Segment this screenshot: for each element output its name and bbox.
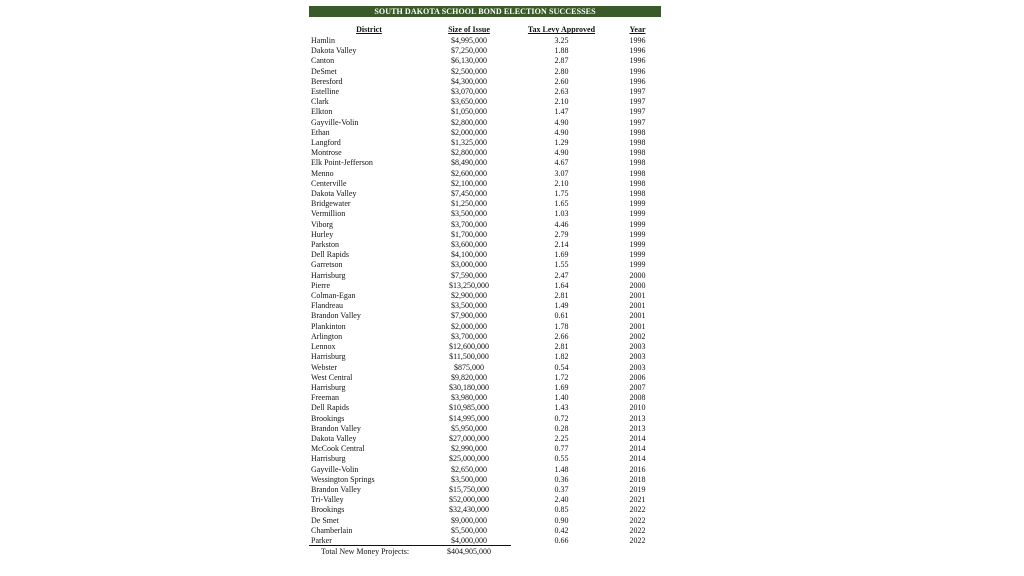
cell-size-of-issue: $875,000 xyxy=(454,362,484,372)
cell-size-of-issue: $2,000,000 xyxy=(451,321,487,331)
table-row xyxy=(309,505,661,515)
cell-district: Parkston xyxy=(311,240,339,250)
table-row xyxy=(309,220,661,230)
table-row xyxy=(309,414,661,424)
cell-size-of-issue: $10,985,000 xyxy=(449,403,489,413)
table-row xyxy=(309,352,661,362)
cell-district: McCook Central xyxy=(311,444,365,454)
table-row xyxy=(309,179,661,189)
cell-tax-levy: 1.03 xyxy=(554,209,569,219)
table-row xyxy=(309,454,661,464)
cell-year: 1999 xyxy=(629,260,646,270)
cell-district: Dakota Valley xyxy=(311,46,357,56)
table-row xyxy=(309,393,661,403)
cell-year: 2022 xyxy=(629,515,646,525)
table-row xyxy=(309,250,661,260)
cell-district: Gayville-Volin xyxy=(311,117,359,127)
cell-size-of-issue: $3,070,000 xyxy=(451,87,487,97)
cell-year: 1998 xyxy=(629,148,646,158)
table-row xyxy=(309,138,661,148)
cell-year: 1998 xyxy=(629,189,646,199)
header-size-of-issue: Size of Issue xyxy=(448,25,490,35)
cell-tax-levy: 0.90 xyxy=(554,515,569,525)
table-row xyxy=(309,383,661,393)
cell-district: Brandon Valley xyxy=(311,423,361,433)
cell-district: Brookings xyxy=(311,505,345,515)
table-row xyxy=(309,271,661,281)
table-row xyxy=(309,240,661,250)
table-row xyxy=(309,67,661,77)
cell-year: 2007 xyxy=(629,382,646,392)
cell-tax-levy: 3.07 xyxy=(554,168,569,178)
cell-year: 2003 xyxy=(629,362,646,372)
cell-tax-levy: 0.28 xyxy=(554,423,569,433)
cell-size-of-issue: $8,490,000 xyxy=(451,158,487,168)
table-row xyxy=(309,291,661,301)
cell-district: Brookings xyxy=(311,413,345,423)
cell-tax-levy: 0.42 xyxy=(554,525,569,535)
cell-year: 2013 xyxy=(629,423,646,433)
cell-size-of-issue: $3,700,000 xyxy=(451,331,487,341)
cell-size-of-issue: $25,000,000 xyxy=(449,454,489,464)
table-row xyxy=(309,322,661,332)
cell-year: 2008 xyxy=(629,393,646,403)
cell-size-of-issue: $14,995,000 xyxy=(449,413,489,423)
table-row xyxy=(309,199,661,209)
cell-size-of-issue: $1,250,000 xyxy=(451,199,487,209)
table-row xyxy=(309,495,661,505)
cell-year: 1997 xyxy=(629,117,646,127)
cell-year: 2014 xyxy=(629,454,646,464)
cell-tax-levy: 2.79 xyxy=(554,229,569,239)
cell-size-of-issue: $27,000,000 xyxy=(449,433,489,443)
total-divider xyxy=(309,545,511,546)
cell-district: West Central xyxy=(311,372,353,382)
cell-size-of-issue: $4,100,000 xyxy=(451,250,487,260)
cell-tax-levy: 2.63 xyxy=(554,87,569,97)
cell-tax-levy: 2.25 xyxy=(554,433,569,443)
cell-district: Hamlin xyxy=(311,36,335,45)
table-row xyxy=(309,46,661,56)
cell-size-of-issue: $2,800,000 xyxy=(451,148,487,158)
cell-year: 1998 xyxy=(629,168,646,178)
cell-year: 1999 xyxy=(629,199,646,209)
cell-tax-levy: 0.85 xyxy=(554,505,569,515)
cell-district: Dakota Valley xyxy=(311,433,357,443)
table-row xyxy=(309,516,661,526)
cell-tax-levy: 1.43 xyxy=(554,403,569,413)
cell-district: Clark xyxy=(311,97,329,107)
header-year: Year xyxy=(629,25,646,35)
table-row xyxy=(309,77,661,87)
cell-district: Estelline xyxy=(311,87,339,97)
cell-size-of-issue: $52,000,000 xyxy=(449,495,489,505)
cell-district: Dell Rapids xyxy=(311,250,349,260)
cell-year: 1999 xyxy=(629,209,646,219)
cell-year: 1997 xyxy=(629,107,646,117)
cell-district: Harrisburg xyxy=(311,454,346,464)
cell-tax-levy: 2.47 xyxy=(554,270,569,280)
cell-size-of-issue: $12,600,000 xyxy=(449,342,489,352)
cell-year: 2001 xyxy=(629,301,646,311)
cell-year: 1999 xyxy=(629,219,646,229)
cell-district: Flandreau xyxy=(311,301,343,311)
cell-size-of-issue: $4,995,000 xyxy=(451,36,487,45)
cell-tax-levy: 1.55 xyxy=(554,260,569,270)
table-row xyxy=(309,434,661,444)
cell-tax-levy: 1.65 xyxy=(554,199,569,209)
cell-tax-levy: 0.54 xyxy=(554,362,569,372)
total-row xyxy=(309,546,661,557)
cell-year: 2003 xyxy=(629,342,646,352)
bond-table-sheet xyxy=(309,6,661,557)
cell-size-of-issue: $11,500,000 xyxy=(449,352,489,362)
cell-size-of-issue: $2,100,000 xyxy=(451,178,487,188)
header-tax-levy: Tax Levy Approved xyxy=(527,25,596,35)
cell-district: Bridgewater xyxy=(311,199,351,209)
cell-district: Brandon Valley xyxy=(311,311,361,321)
cell-tax-levy: 4.90 xyxy=(554,148,569,158)
cell-size-of-issue: $3,700,000 xyxy=(451,219,487,229)
cell-district: Centerville xyxy=(311,178,347,188)
cell-year: 2003 xyxy=(629,352,646,362)
cell-year: 1998 xyxy=(629,127,646,137)
cell-year: 2002 xyxy=(629,331,646,341)
cell-year: 2021 xyxy=(629,495,646,505)
cell-tax-levy: 1.69 xyxy=(554,382,569,392)
cell-district: Colman-Egan xyxy=(311,291,356,301)
cell-size-of-issue: $2,650,000 xyxy=(451,464,487,474)
cell-tax-levy: 2.10 xyxy=(554,97,569,107)
cell-district: Garretson xyxy=(311,260,343,270)
cell-size-of-issue: $1,700,000 xyxy=(451,229,487,239)
cell-tax-levy: 4.90 xyxy=(554,127,569,137)
cell-tax-levy: 0.61 xyxy=(554,311,569,321)
cell-tax-levy: 0.66 xyxy=(554,535,569,545)
cell-year: 2016 xyxy=(629,464,646,474)
cell-tax-levy: 3.25 xyxy=(554,36,569,45)
cell-district: Plankinton xyxy=(311,321,346,331)
table-row xyxy=(309,526,661,536)
cell-year: 2006 xyxy=(629,372,646,382)
cell-tax-levy: 1.78 xyxy=(554,321,569,331)
cell-tax-levy: 2.81 xyxy=(554,291,569,301)
cell-district: Tri-Valley xyxy=(311,495,344,505)
cell-district: Beresford xyxy=(311,76,343,86)
cell-district: Langford xyxy=(311,138,341,148)
table-title: SOUTH DAKOTA SCHOOL BOND ELECTION SUCCESSES xyxy=(309,6,661,17)
total-label: Total New Money Projects: xyxy=(321,547,410,557)
table-row xyxy=(309,485,661,495)
table-row xyxy=(309,97,661,107)
cell-district: Arlington xyxy=(311,331,343,341)
cell-year: 1998 xyxy=(629,158,646,168)
cell-year: 1996 xyxy=(629,56,646,66)
cell-size-of-issue: $2,000,000 xyxy=(451,127,487,137)
table-row xyxy=(309,230,661,240)
table-row xyxy=(309,301,661,311)
cell-district: Dakota Valley xyxy=(311,189,357,199)
cell-tax-levy: 1.64 xyxy=(554,280,569,290)
cell-district: Brandon Valley xyxy=(311,484,361,494)
cell-tax-levy: 4.90 xyxy=(554,117,569,127)
cell-size-of-issue: $7,450,000 xyxy=(451,189,487,199)
table-row xyxy=(309,373,661,383)
cell-size-of-issue: $3,650,000 xyxy=(451,97,487,107)
table-row xyxy=(309,87,661,97)
cell-tax-levy: 4.46 xyxy=(554,219,569,229)
cell-tax-levy: 1.72 xyxy=(554,372,569,382)
cell-size-of-issue: $3,500,000 xyxy=(451,301,487,311)
cell-size-of-issue: $2,500,000 xyxy=(451,66,487,76)
cell-size-of-issue: $9,000,000 xyxy=(451,515,487,525)
cell-size-of-issue: $2,800,000 xyxy=(451,117,487,127)
cell-district: Wessington Springs xyxy=(311,474,375,484)
cell-size-of-issue: $13,250,000 xyxy=(449,280,489,290)
cell-year: 2014 xyxy=(629,433,646,443)
cell-size-of-issue: $2,900,000 xyxy=(451,291,487,301)
cell-year: 2022 xyxy=(629,525,646,535)
total-value: $404,905,000 xyxy=(447,547,491,557)
cell-district: Dell Rapids xyxy=(311,403,349,413)
cell-size-of-issue: $1,325,000 xyxy=(451,138,487,148)
cell-district: Elkton xyxy=(311,107,333,117)
cell-district: Harrisburg xyxy=(311,352,346,362)
cell-district: Lennox xyxy=(311,342,336,352)
cell-tax-levy: 1.69 xyxy=(554,250,569,260)
cell-year: 2001 xyxy=(629,311,646,321)
cell-year: 1999 xyxy=(629,229,646,239)
table-row xyxy=(309,424,661,434)
header-row xyxy=(309,25,661,36)
cell-tax-levy: 2.80 xyxy=(554,66,569,76)
cell-size-of-issue: $7,250,000 xyxy=(451,46,487,56)
cell-tax-levy: 1.47 xyxy=(554,107,569,117)
cell-year: 2022 xyxy=(629,505,646,515)
cell-tax-levy: 0.77 xyxy=(554,444,569,454)
cell-tax-levy: 2.81 xyxy=(554,342,569,352)
cell-size-of-issue: $32,430,000 xyxy=(449,505,489,515)
table-row xyxy=(309,36,661,46)
cell-size-of-issue: $30,180,000 xyxy=(449,382,489,392)
cell-tax-levy: 1.82 xyxy=(554,352,569,362)
cell-year: 1996 xyxy=(629,76,646,86)
cell-tax-levy: 0.37 xyxy=(554,484,569,494)
cell-district: Canton xyxy=(311,56,335,66)
cell-tax-levy: 2.66 xyxy=(554,331,569,341)
table-row xyxy=(309,281,661,291)
cell-district: DeSmet xyxy=(311,66,337,76)
table-row xyxy=(309,56,661,66)
table-row xyxy=(309,332,661,342)
cell-size-of-issue: $3,600,000 xyxy=(451,240,487,250)
cell-district: Elk Point-Jefferson xyxy=(311,158,373,168)
cell-year: 1998 xyxy=(629,178,646,188)
cell-size-of-issue: $4,300,000 xyxy=(451,76,487,86)
cell-tax-levy: 1.40 xyxy=(554,393,569,403)
cell-year: 1996 xyxy=(629,46,646,56)
cell-district: Vermillion xyxy=(311,209,346,219)
cell-year: 1996 xyxy=(629,66,646,76)
cell-district: Chamberlain xyxy=(311,525,353,535)
cell-size-of-issue: $2,600,000 xyxy=(451,168,487,178)
table-row xyxy=(309,342,661,352)
cell-year: 2019 xyxy=(629,484,646,494)
cell-year: 2010 xyxy=(629,403,646,413)
cell-tax-levy: 2.87 xyxy=(554,56,569,66)
cell-year: 2022 xyxy=(629,535,646,545)
cell-year: 2001 xyxy=(629,321,646,331)
cell-district: Harrisburg xyxy=(311,270,346,280)
table-row xyxy=(309,128,661,138)
cell-tax-levy: 2.14 xyxy=(554,240,569,250)
cell-district: Webster xyxy=(311,362,338,372)
cell-tax-levy: 2.60 xyxy=(554,76,569,86)
table-row xyxy=(309,475,661,485)
cell-size-of-issue: $3,500,000 xyxy=(451,209,487,219)
cell-year: 1997 xyxy=(629,87,646,97)
cell-district: Montrose xyxy=(311,148,342,158)
cell-size-of-issue: $7,900,000 xyxy=(451,311,487,321)
cell-size-of-issue: $3,980,000 xyxy=(451,393,487,403)
cell-tax-levy: 0.36 xyxy=(554,474,569,484)
cell-year: 2000 xyxy=(629,270,646,280)
cell-size-of-issue: $3,000,000 xyxy=(451,260,487,270)
cell-district: Gayville-Volin xyxy=(311,464,359,474)
cell-district: De Smet xyxy=(311,515,339,525)
cell-year: 1999 xyxy=(629,250,646,260)
table-row xyxy=(309,403,661,413)
table-row xyxy=(309,260,661,270)
cell-size-of-issue: $3,500,000 xyxy=(451,474,487,484)
cell-year: 1996 xyxy=(629,36,646,45)
cell-district: Pierre xyxy=(311,280,331,290)
table-row xyxy=(309,209,661,219)
cell-year: 2014 xyxy=(629,444,646,454)
cell-size-of-issue: $1,050,000 xyxy=(451,107,487,117)
bond-elections-table xyxy=(309,25,661,557)
table-row xyxy=(309,118,661,128)
cell-tax-levy: 1.48 xyxy=(554,464,569,474)
cell-size-of-issue: $7,590,000 xyxy=(451,270,487,280)
header-district: District xyxy=(356,25,382,35)
cell-size-of-issue: $15,750,000 xyxy=(449,484,489,494)
cell-district: Viborg xyxy=(311,219,334,229)
table-row xyxy=(309,107,661,117)
cell-year: 1999 xyxy=(629,240,646,250)
cell-district: Parker xyxy=(311,535,332,545)
cell-size-of-issue: $9,820,000 xyxy=(451,372,487,382)
cell-district: Ethan xyxy=(311,127,330,137)
table-row xyxy=(309,158,661,168)
cell-size-of-issue: $2,990,000 xyxy=(451,444,487,454)
cell-district: Harrisburg xyxy=(311,382,346,392)
cell-tax-levy: 1.75 xyxy=(554,189,569,199)
cell-district: Hurley xyxy=(311,229,334,239)
table-row xyxy=(309,311,661,321)
table-row xyxy=(309,148,661,158)
cell-year: 2018 xyxy=(629,474,646,484)
cell-year: 1998 xyxy=(629,138,646,148)
cell-year: 2001 xyxy=(629,291,646,301)
table-row xyxy=(309,189,661,199)
table-row xyxy=(309,363,661,373)
cell-tax-levy: 2.40 xyxy=(554,495,569,505)
cell-year: 2013 xyxy=(629,413,646,423)
cell-size-of-issue: $6,130,000 xyxy=(451,56,487,66)
cell-size-of-issue: $4,000,000 xyxy=(451,535,487,545)
table-row xyxy=(309,465,661,475)
table-row xyxy=(309,169,661,179)
cell-size-of-issue: $5,950,000 xyxy=(451,423,487,433)
cell-year: 1997 xyxy=(629,97,646,107)
cell-district: Freeman xyxy=(311,393,339,403)
table-row xyxy=(309,444,661,454)
cell-tax-levy: 4.67 xyxy=(554,158,569,168)
cell-tax-levy: 1.29 xyxy=(554,138,569,148)
cell-tax-levy: 0.55 xyxy=(554,454,569,464)
cell-tax-levy: 0.72 xyxy=(554,413,569,423)
cell-tax-levy: 1.49 xyxy=(554,301,569,311)
cell-tax-levy: 2.10 xyxy=(554,178,569,188)
cell-district: Menno xyxy=(311,168,334,178)
table-body xyxy=(309,36,661,546)
cell-tax-levy: 1.88 xyxy=(554,46,569,56)
cell-size-of-issue: $5,500,000 xyxy=(451,525,487,535)
cell-year: 2000 xyxy=(629,280,646,290)
